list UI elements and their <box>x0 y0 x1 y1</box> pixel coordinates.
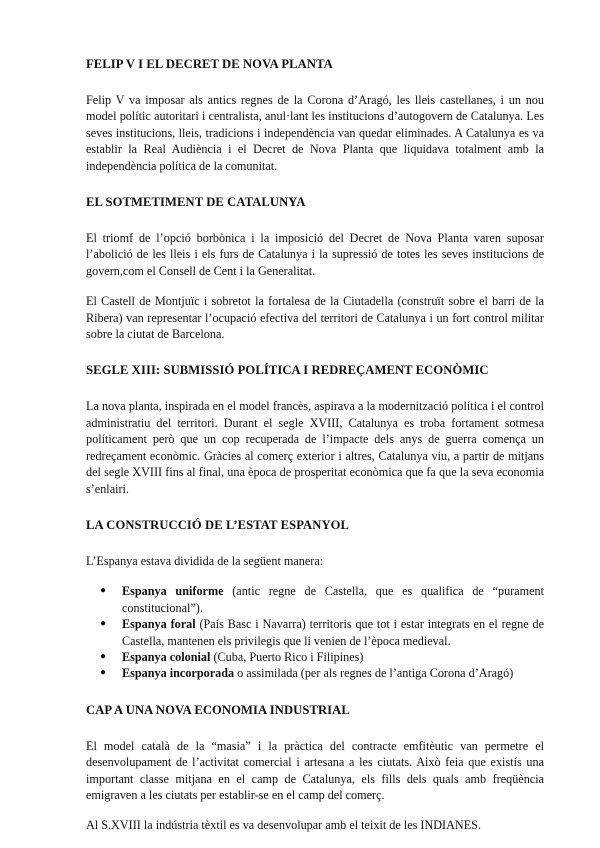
list-item <box>100 583 545 616</box>
section-heading-2: EL SOTMETIMENT DE CATALUNYA <box>86 195 306 210</box>
list-item-text: o assimilada (per als regnes de l’antiga Corona d’Aragó) <box>234 666 514 681</box>
bullet-icon: ● <box>100 618 107 630</box>
section-heading-4: LA CONSTRUCCIÓ DE L’ESTAT ESPANYOL <box>86 517 350 532</box>
list-item-text: (antic regne de Castella, que es qualifica de “purament constitucional”). <box>122 584 545 615</box>
list-item <box>100 649 544 665</box>
section-heading-1: FELIP V I EL DECRET DE NOVA PLANTA <box>86 57 333 71</box>
paragraph: El triomf de l’opció borbònica i la imposició del Decret de Nova Planta varen suposar l’abolició de les lleis i els furs de Catalunya i la supressió de totes les seves institucions de govern,com el Consell de Cent i la Generalitat. <box>86 231 544 278</box>
bullet-icon: ● <box>100 667 107 679</box>
list-item-bold: Espanya incorporada <box>122 666 235 681</box>
paragraph: Felip V va imposar als antics regnes de la Corona d’Aragó, les lleis castellanes, i un nou model polític autoritari i centralista, anul·lant les institucions d’autogovern de Catalunya. Les seves institucions, lleis, tradicions i independència van quedar eliminades. A Catalunya es va establir la Real Audiència i el Decret de Nova Planta que liquidava totalment amb la independència política de la comunitat. <box>86 93 544 173</box>
paragraph: Al S.XVIII la indústria tèxtil es va desenvolupar amb el teixit de les INDIANES. <box>86 818 481 833</box>
paragraph: El model català de la “masia” i la pràctica del contracte emfitèutic van permetre el desenvolupament de l’activitat comercial i artesana a les ciutats. Això feia que existís una important classe mitjana en el camp de Catalunya, els fills dels quals amb freqüència emigraven a les ciutats per establir-se en el camp del comerç. <box>86 738 544 802</box>
bullet-icon: ● <box>100 585 107 597</box>
list-item-bold: Espanya colonial <box>122 649 211 664</box>
bullet-list <box>86 583 544 681</box>
list-item <box>100 616 544 649</box>
list-item <box>100 665 544 681</box>
paragraph: La nova planta, inspirada en el model francès, aspirava a la modernització política i el control administratiu del territori. Durant el segle XVIII, Catalunya es troba fortament sotmesa políticament però que un cop recuperada de l’impacte dels anys de guerra comença un redreçament econòmic. Gràcies al comerç exterior i altres, Catalunya viu, a partir de mitjans del segle XVIII fins al final, una època de prosperitat econòmica que fa que la seva economia s’enlairi. <box>86 399 544 496</box>
list-item-bold: Espanya uniforme <box>122 584 224 599</box>
list-item-text: (Cuba, Puerto Rico i Filipines) <box>210 649 364 664</box>
paragraph: El Castell de Montjuïc i sobretot la fortalesa de la Ciutadella (construït sobre el barri de la Ribera) van representar l’ocupació efectiva del territori de Catalunya i un fort control militar sobre la ciutat de Barcelona. <box>86 294 544 342</box>
bullet-icon: ● <box>100 650 107 662</box>
list-item-text: (País Basc i Navarra) territoris que tot i estar integrats en el regne de Castella, mantenen els privilegis que li venien de l’època medieval. <box>122 617 544 648</box>
section-heading-5: CAP A UNA NOVA ECONOMIA INDUSTRIAL <box>86 702 350 717</box>
section-heading-3: SEGLE XIII: SUBMISSIÓ POLÍTICA I REDREÇAMENT ECONÒMIC <box>86 363 489 378</box>
list-item-bold: Espanya foral <box>122 617 196 632</box>
paragraph-intro: L’Espanya estava dividida de la següent manera: <box>86 553 324 568</box>
